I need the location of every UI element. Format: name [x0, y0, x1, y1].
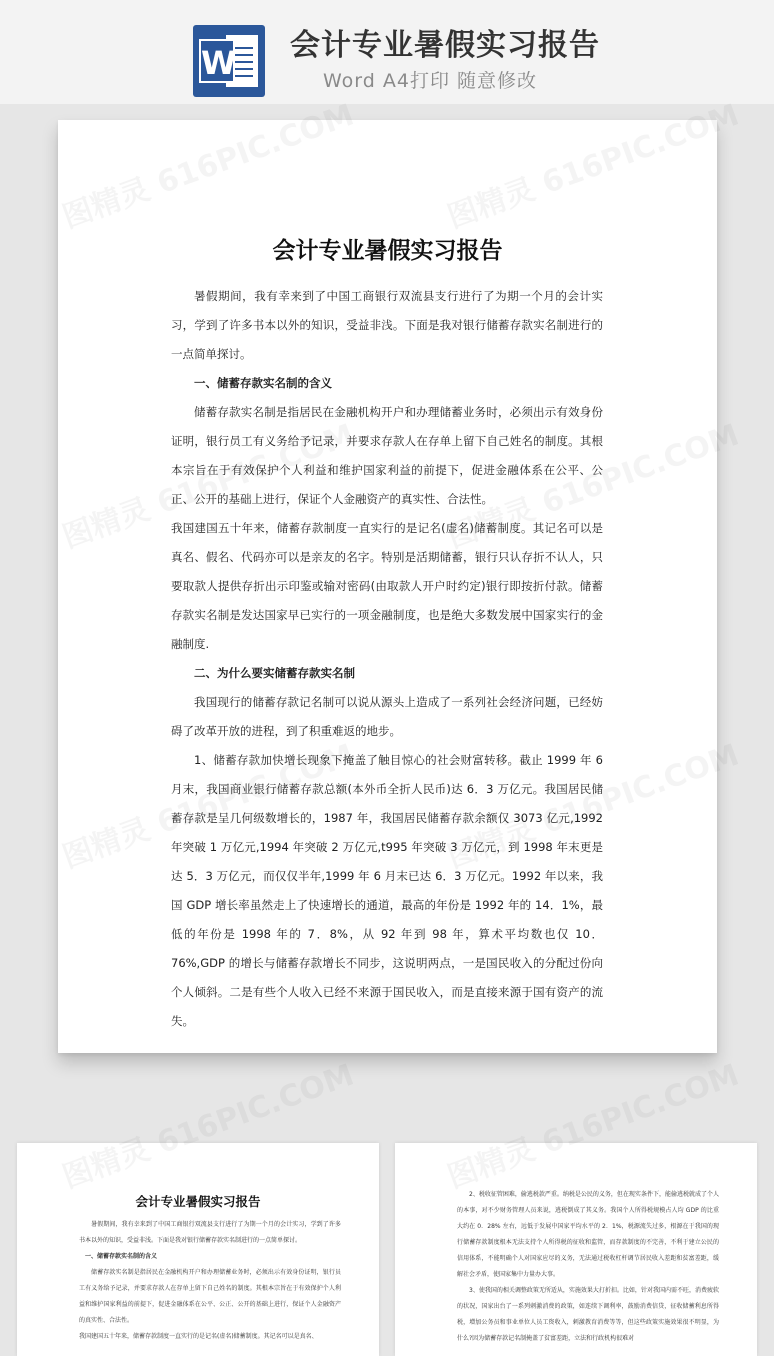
section-heading: 二、为什么要实储蓄存款实名制	[194, 666, 355, 680]
thumbnail-paragraph: 储蓄存款实名制是指居民在金融机构开户和办理储蓄业务时，必须出示有效身份证明，银行员工有义务给予记录，并要求存款人在存单上留下自己姓名的制度。其根本宗旨在于有效保护个人利益和维护国家利益的前提下，促进金融体系在公平、公正、公开的基础上进行，保证个人金融资产的真实性、合法性。	[79, 1269, 341, 1324]
thumbnail-heading: 一、储蓄存款实名制的含义	[85, 1253, 158, 1260]
thumbnail-paragraph: 我国建国五十年来，储蓄存款制度一直实行的是记名(虚名)储蓄制度。其记名可以是真名、	[79, 1333, 318, 1340]
thumbnail-page-1	[17, 1143, 379, 1356]
document-title: 会计专业暑假实习报告	[272, 238, 503, 264]
paragraph: 暑假期间，我有幸来到了中国工商银行双流县支行进行了为期一个月的会计实习，学到了许多书本以外的知识，受益非浅。下面是我对银行储蓄存款实名制进行的一点简单探讨。	[171, 289, 603, 361]
thumbnail-title: 会计专业暑假实习报告	[135, 1194, 261, 1209]
header-banner	[0, 0, 774, 104]
word-document-icon: W	[193, 25, 265, 97]
thumbnail-paragraph: 暑假期间，我有幸来到了中国工商银行双流县支行进行了为期一个月的会计实习，学到了许多书本以外的知识，受益非浅。下面是我对银行储蓄存款实名制进行的一点简单探讨。	[79, 1221, 341, 1244]
thumbnail-body	[457, 1187, 719, 1347]
paragraph: 储蓄存款实名制是指居民在金融机构开户和办理储蓄业务时，必须出示有效身份证明，银行员工有义务给予记录，并要求存款人在存单上留下自己姓名的制度。其根本宗旨在于有效保护个人利益和维护国家利益的前提下，促进金融体系在公平、公正、公开的基础上进行，保证个人金融资产的真实性、合法性。	[171, 405, 603, 506]
paragraph: 我国建国五十年来，储蓄存款制度一直实行的是记名(虚名)储蓄制度。其记名可以是真名、假名、代码亦可以是亲友的名字。特别是活期储蓄，银行只认存折不认人，只要取款人提供存折出示印鉴或输对密码(由取款人开户时约定)银行即按折付款。储蓄存款实名制是发达国家早已实行的一项金融制度，也是绝大多数发展中国家实行的金融制度.	[171, 521, 603, 651]
document-page	[58, 120, 717, 1053]
paragraph: 我国现行的储蓄存款记名制可以说从源头上造成了一系列社会经济问题，已经妨碍了改革开放的进程，到了积重难返的地步。	[171, 695, 603, 738]
thumbnail-paragraph: 3、使我国的相关调整政策无所适从，实施效果大打折扣。比如，针对我国内需不旺，消费疲软的状况，国家出台了一系列刺激消费的政策，如连续下调利率，鼓励消费信贷，征收储蓄利息所得税，增加公务员和事业单位人员工资收入，刺激教育消费等等，但这些政策实施效果很不明显，为什么?因为储蓄存款记名制掩盖了贫富差距，立法和行政机构很难对	[457, 1287, 719, 1342]
thumbnail-page-2	[395, 1143, 757, 1356]
banner-subtitle: Word A4打印 随意修改	[323, 70, 538, 92]
document-body	[171, 282, 603, 1036]
section-heading: 一、储蓄存款实名制的含义	[194, 376, 332, 390]
banner-title: 会计专业暑假实习报告	[290, 28, 600, 63]
thumbnail-body	[79, 1217, 341, 1345]
thumbnail-paragraph: 2、税收征管困难，偷逃税款严重。纳税是公民的义务，但在现实条件下，能偷逃税就成了个人的本事，对不少财务管理人员来说，逃税倒成了其义务。我国个人所得税规模占人均 GDP 的比重大约在 0．28% 左右，远低于发展中国家平均水平的 2．1%，税源流失过多，根源在于我国的现行储蓄存款制度根本无法支持个人所得税的征收和监管，而存款制度的不完善，不利于建立公民的信用体系，不能明确个人对国家应尽的义务，无法通过税收杠杆调节居民收入差距和贫富差距，缓解社会矛盾，使国家集中力量办大事。	[457, 1191, 719, 1278]
paragraph: 1、储蓄存款加快增长现象下掩盖了触目惊心的社会财富转移。截止 1999 年 6 月末，我国商业银行储蓄存款总额(本外币全折人民币)达 6．3 万亿元。我国居民储蓄存款是呈几何级数增长的，1987 年，我国居民储蓄存款余额仅 3073 亿元,1992 年突破 1 万亿元,1994 年突破 2 万亿元,t995 年突破 3 万亿元，到 1998 年末更是达 5．3 万亿元，而仅仅半年,1999 年 6 月末已达 6．3 万亿元。1992 年以来，我国 GDP 增长率虽然走上了快速增长的通道，最高的年份是 1992 年的 14．1%，最低的年份是 1998 年的 7．8%，从 92 年到 98 年，算术平均数也仅 10．76%,GDP 的增长与储蓄存款增长不同步，这说明两点，一是国民收入的分配过份向个人倾斜。二是有些个人收入已经不来源于国民收入，而是直接来源于国有资产的流失。	[171, 753, 603, 1028]
